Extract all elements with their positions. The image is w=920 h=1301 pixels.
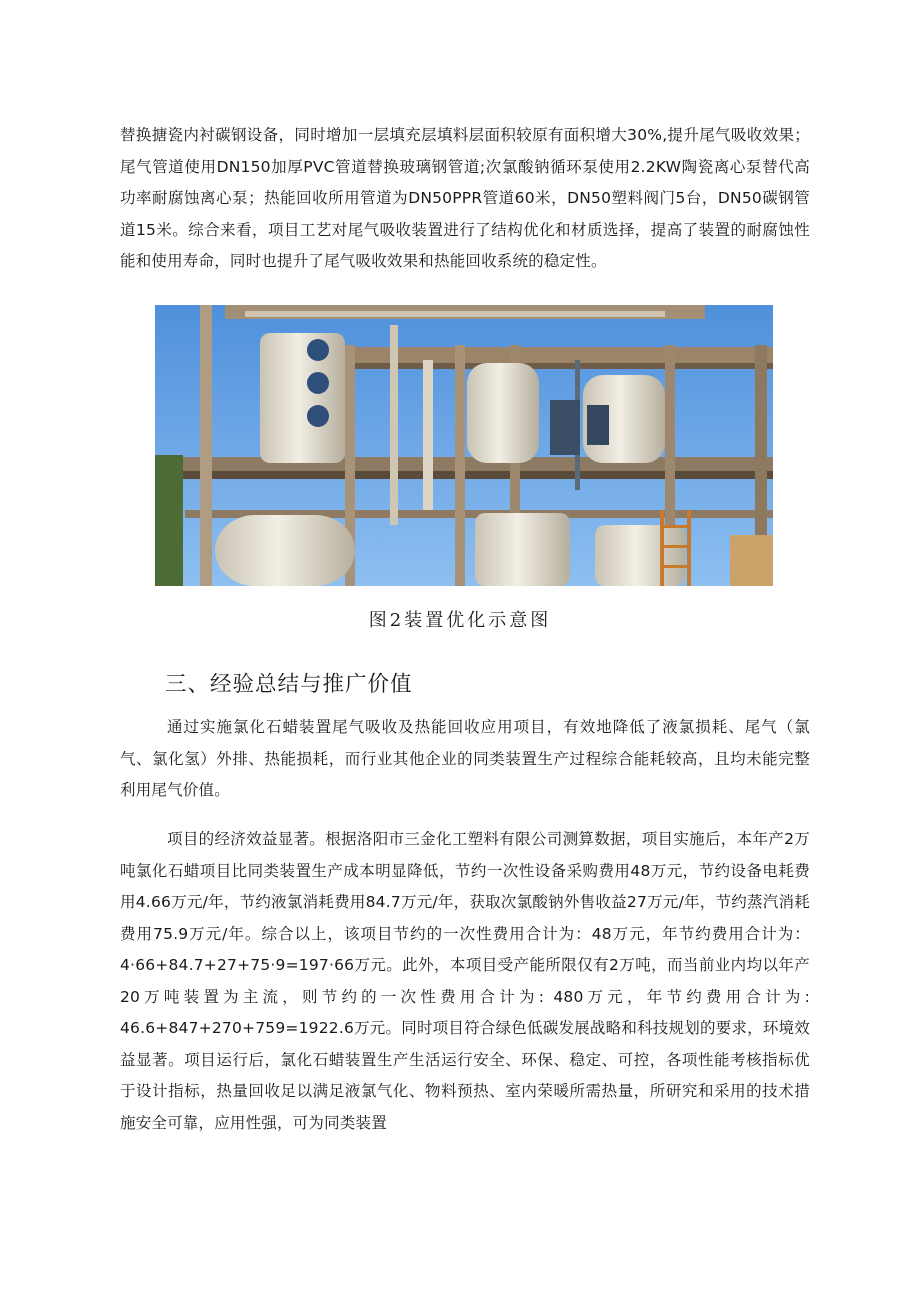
figure-caption: 图2装置优化示意图 (368, 610, 552, 631)
paragraph-equipment-optimization: 替换搪瓷内衬碳钢设备，同时增加一层填充层填料层面积较原有面积增大30%,提升尾气吸收效果；尾气管道使用DN150加厚PVC管道替换玻璃钢管道;次氯酸钠循环泵使用2.2KW陶瓷离心泵替代高功率耐腐蚀离心泵；热能回收所用管道为DN50PPR管道60米，DN50塑料阀门5台，DN50碳钢管道15米。综合来看，项目工艺对尾气吸收装置进行了结构优化和材质选择，提高了装置的耐腐蚀性能和使用寿命，同时也提升了尾气吸收效果和热能回收系统的稳定性。 (120, 126, 810, 270)
trees (155, 455, 183, 586)
storage-tank-2 (475, 513, 570, 586)
scrubber-tower-2 (467, 363, 539, 463)
paragraph-economic-benefits: 项目的经济效益显著。根据洛阳市三金化工塑料有限公司测算数据，项目实施后，本年产2万吨氯化石蜡项目比同类装置生产成本明显降低，节约一次性设备采购费用48万元，节约设备电耗费用4.66万元/年，节约液氯消耗费用84.7万元/年，获取次氯酸钠外售收益27万元/年，节约蒸汽消耗费用75.9万元/年。综合以上，该项目节约的一次性费用合计为：48万元，年节约费用合计为：4·66+84.7+27+75·9=197·66万元。此外，本项目受产能所限仅有2万吨，而当前业内均以年产20万吨装置为主流，则节约的一次性费用合计为: 480万元，年节约费用合计为: 46.6+847+270+759=1922.6万元。同时项目符合绿色低碳发展战略和科技规划的要求，环境效益显著。项目运行后，氯化石蜡装置生产生活运行安全、环保、稳定、可控，各项性能考核指标优于设计指标，热量回收足以满足液氯气化、物料预热、室内荣暖所需热量，所研究和采用的技术措施安全可靠，应用性强，可为同类装置 (120, 830, 810, 1132)
scrubber-tower-1 (260, 333, 345, 463)
equipment-photo (155, 305, 773, 586)
wood-stack (730, 535, 773, 586)
storage-tank-1 (215, 515, 355, 586)
column (200, 305, 212, 586)
pipe (390, 325, 398, 525)
viewport (307, 405, 329, 427)
paragraph-summary: 通过实施氯化石蜡装置尾气吸收及热能回收应用项目，有效地降低了液氯损耗、尾气（氯气、氯化氢）外排、热能损耗，而行业其他企业的同类装置生产过程综合能耗较高，且均未能完整利用尾气价值。 (120, 718, 810, 799)
storage-tank-3 (595, 525, 685, 586)
viewport (307, 339, 329, 361)
column (455, 345, 465, 586)
pipe (423, 360, 433, 510)
upper-platform (285, 347, 773, 363)
section-heading: 三、经验总结与推广价值 (165, 672, 413, 697)
viewport (307, 372, 329, 394)
